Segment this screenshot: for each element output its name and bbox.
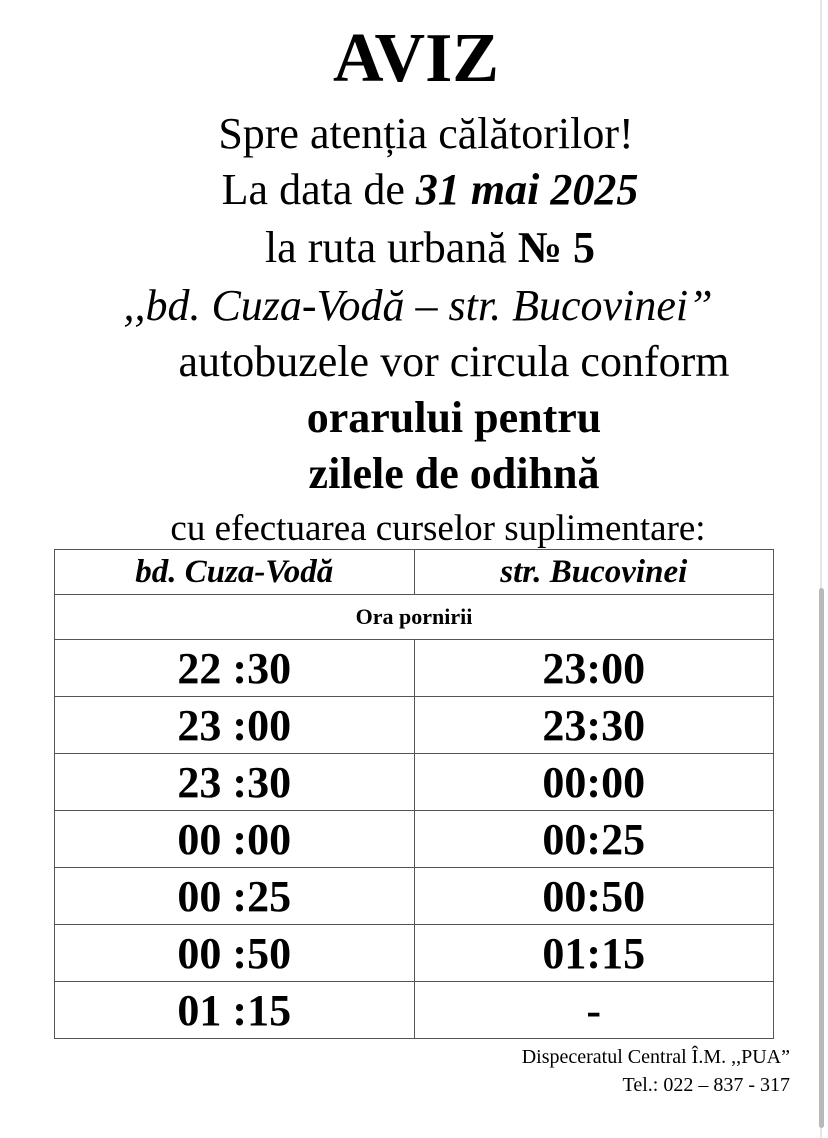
departure-cuza-voda: 23 :30 — [55, 754, 415, 811]
notice-line-days-off: zilele de odihnă — [308, 449, 600, 498]
notice-line-schedule: orarului pentru — [306, 393, 602, 442]
route-number: № 5 — [517, 223, 596, 272]
date-prefix: La data de — [221, 165, 416, 214]
table-row — [55, 697, 774, 754]
departure-bucovinei: 23:00 — [414, 640, 774, 697]
table-row — [55, 868, 774, 925]
column-header-bucovinei: str. Bucovinei — [414, 550, 774, 595]
table-row — [55, 982, 774, 1039]
notice-line-extra-trips: cu efectuarea curselor suplimentare: — [170, 508, 706, 549]
table-header-row — [55, 550, 774, 595]
departure-cuza-voda: 00 :00 — [55, 811, 415, 868]
table-subheader-row — [55, 595, 774, 640]
table-row — [55, 640, 774, 697]
departure-cuza-voda: 00 :50 — [55, 925, 415, 982]
column-header-cuza-voda: bd. Cuza-Vodă — [55, 550, 415, 595]
departure-bucovinei: 00:00 — [414, 754, 774, 811]
date-value: 31 mai 2025 — [415, 165, 639, 214]
table-row — [55, 754, 774, 811]
footer-phone: Tel.: 022 – 837 - 317 — [622, 1074, 790, 1096]
scrollbar-thumb[interactable] — [819, 588, 824, 1128]
departure-cuza-voda: 00 :25 — [55, 868, 415, 925]
notice-line-buses: autobuzele vor circula conform — [178, 337, 730, 386]
schedule-table — [54, 549, 774, 1039]
departure-bucovinei: - — [414, 982, 774, 1039]
notice-line-attention: Spre atenția călătorilor! — [218, 109, 634, 158]
departure-bucovinei: 01:15 — [414, 925, 774, 982]
departure-bucovinei: 00:25 — [414, 811, 774, 868]
departure-cuza-voda: 22 :30 — [55, 640, 415, 697]
departure-cuza-voda: 23 :00 — [55, 697, 415, 754]
table-row — [55, 925, 774, 982]
notice-line-route-name: ,,bd. Cuza-Vodă – str. Bucovinei” — [123, 281, 713, 330]
route-prefix: la ruta urbană — [264, 223, 518, 272]
departure-bucovinei: 23:30 — [414, 697, 774, 754]
footer-dispatcher: Dispeceratul Central Î.M. ,,PUA” — [521, 1046, 790, 1068]
departure-time-label: Ora pornirii — [55, 595, 774, 640]
notice-line-route — [16, 223, 828, 272]
departure-bucovinei: 00:50 — [414, 868, 774, 925]
notice-title: AVIZ — [332, 20, 499, 97]
table-row — [55, 811, 774, 868]
notice-line-date — [16, 165, 828, 214]
departure-cuza-voda: 01 :15 — [55, 982, 415, 1039]
